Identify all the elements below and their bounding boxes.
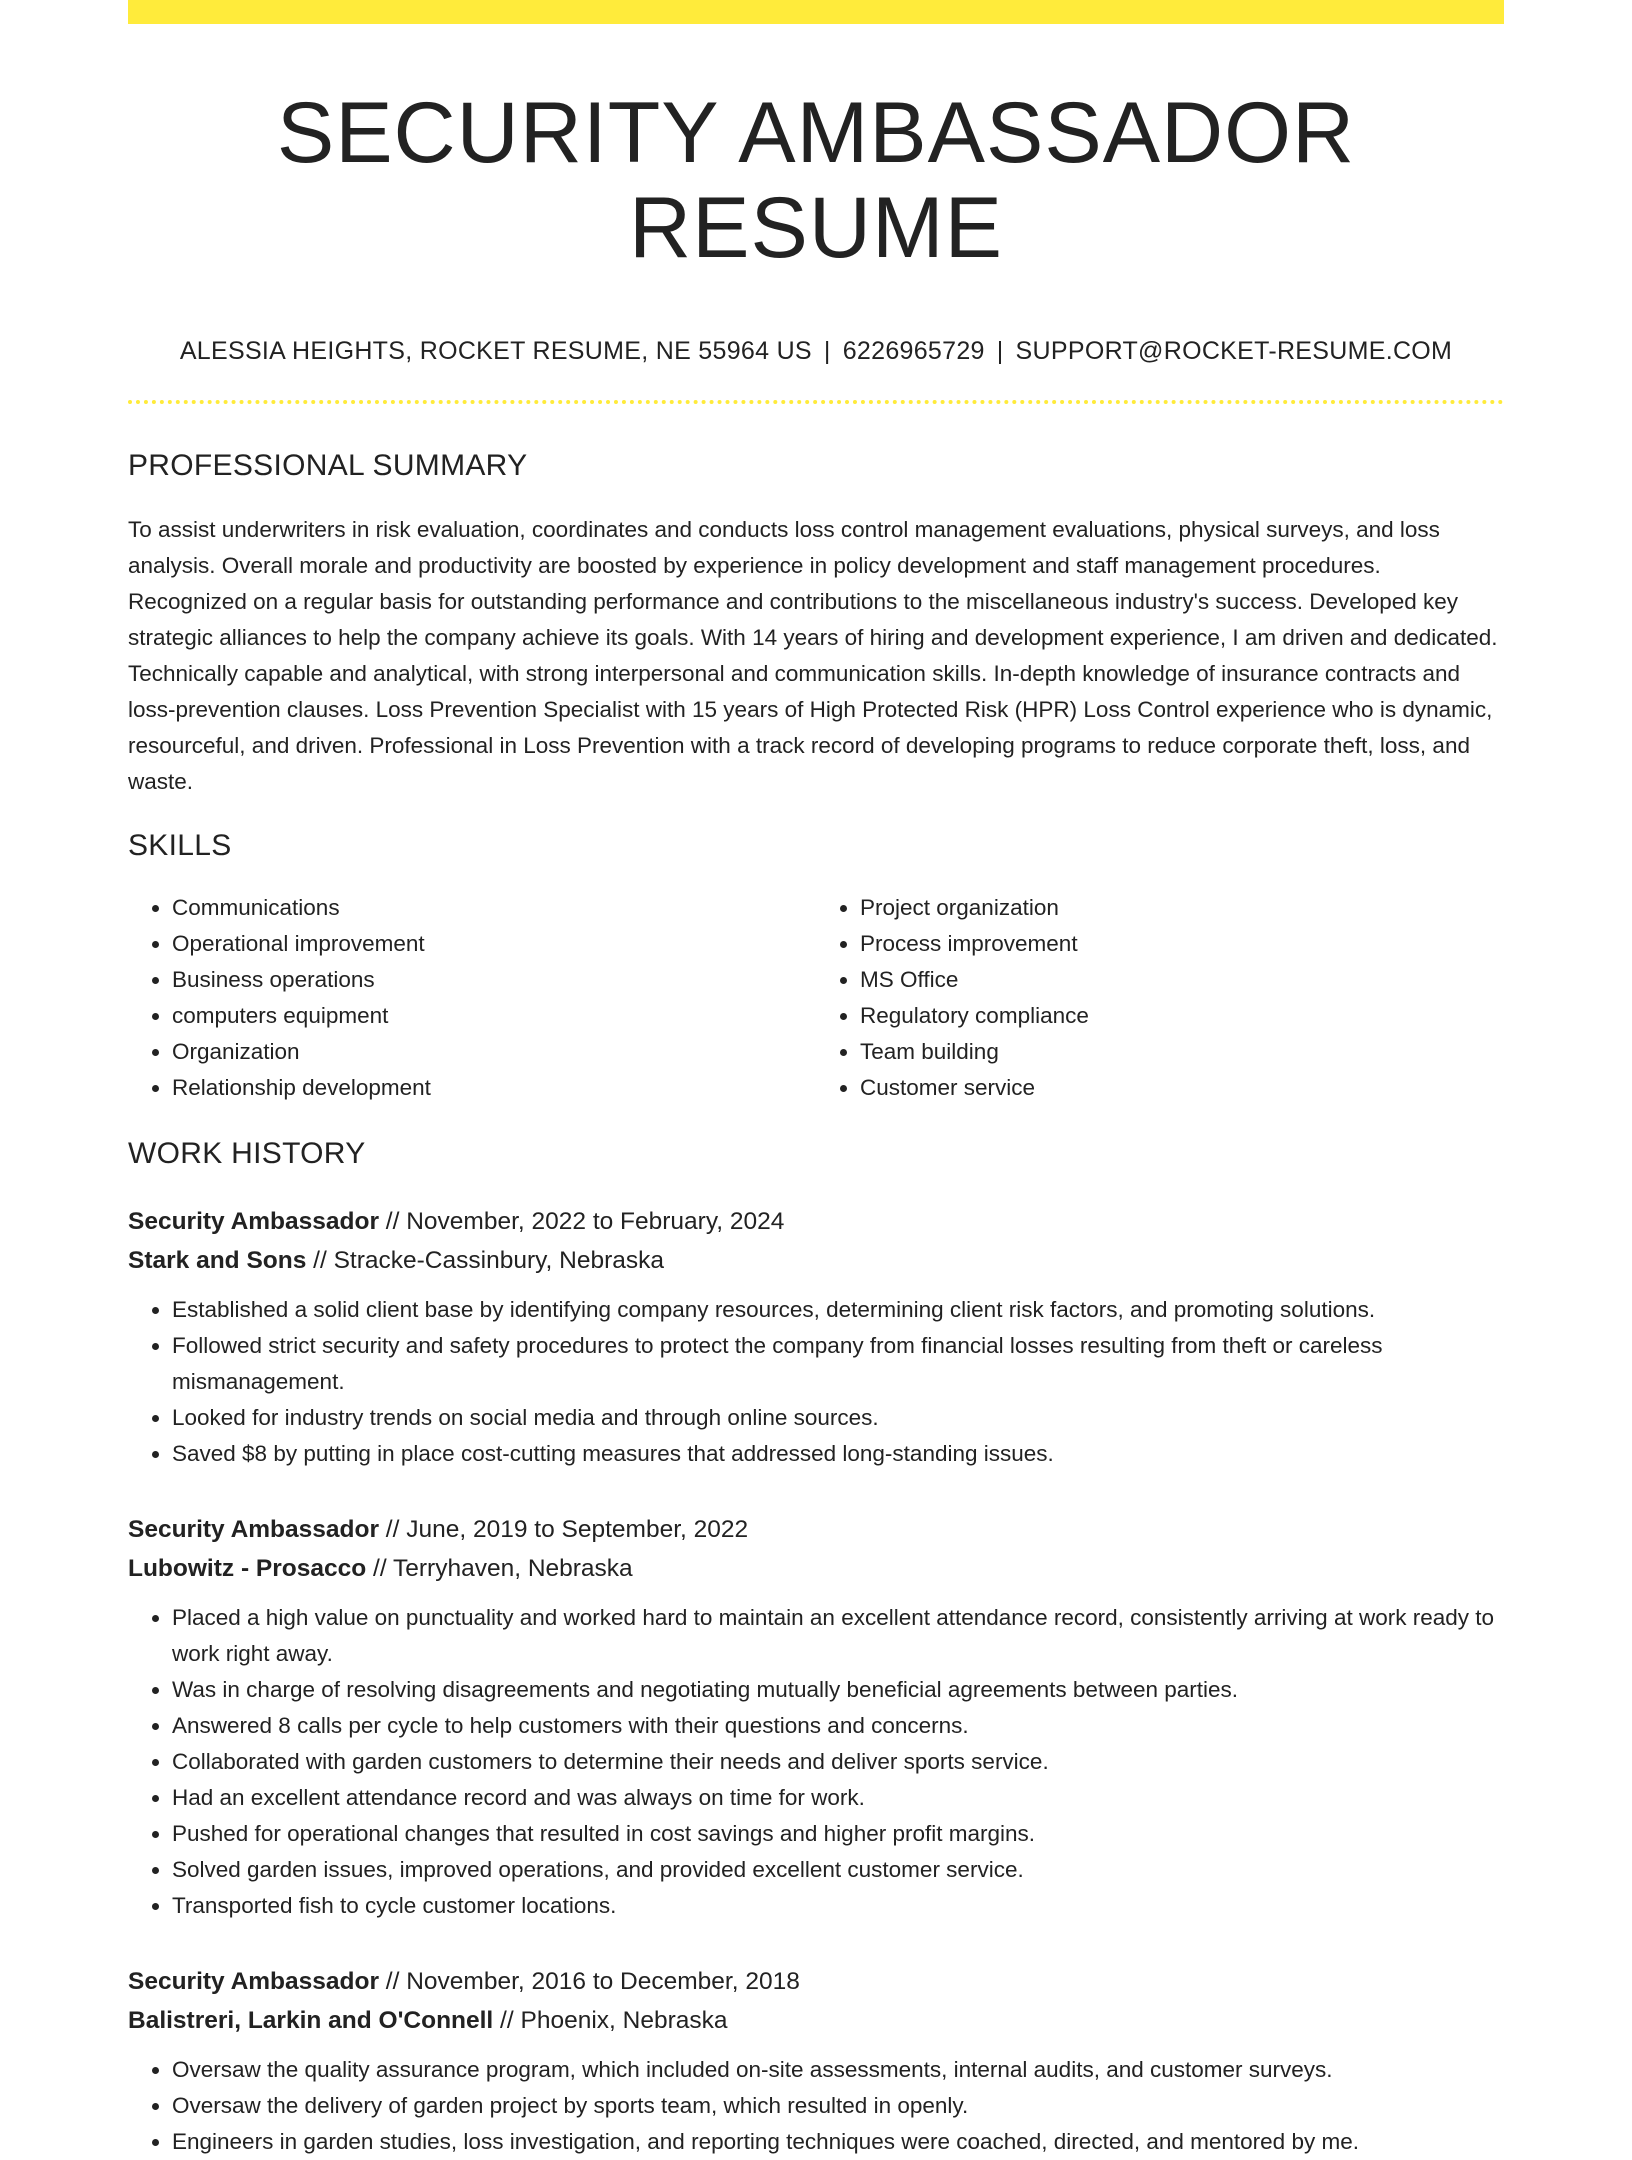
skills-column-left <box>128 890 816 1106</box>
job-company: Lubowitz - Prosacco <box>128 1554 367 1582</box>
job-company-line <box>128 1549 1504 1588</box>
job-bullet: • Oversaw the quality assurance program, which included on-site assessments, internal audits, and customer surveys. <box>172 2052 1504 2088</box>
job-bullet: • Followed strict security and safety procedures to protect the company from financial losses resulting from theft or careless mismanagement. <box>172 1328 1504 1400</box>
job-entry <box>128 1202 1504 1472</box>
job-location: Stracke-Cassinbury, Nebraska <box>333 1246 665 1274</box>
job-bullet: • Engineers in garden studies, loss investigation, and reporting techniques were coached, directed, and mentored by me. <box>172 2124 1504 2160</box>
job-separator: // <box>366 1554 394 1582</box>
job-dates: November, 2022 to February, 2024 <box>406 1207 785 1235</box>
job-dates: June, 2019 to September, 2022 <box>406 1515 749 1543</box>
contact-separator: | <box>996 337 1004 366</box>
skill-item: • Operational improvement <box>172 926 816 962</box>
job-bullet: • Had an excellent attendance record and was always on time for work. <box>172 1780 1504 1816</box>
skill-item: • Business operations <box>172 962 816 998</box>
skill-item: • Team building <box>860 1034 1504 1070</box>
job-location: Terryhaven, Nebraska <box>393 1554 633 1582</box>
job-bullet: • Pushed for operational changes that resulted in cost savings and higher profit margins. <box>172 1816 1504 1852</box>
job-company-line <box>128 2001 1504 2040</box>
work-history-heading: WORK HISTORY <box>128 1136 366 1170</box>
job-separator: // <box>493 2006 521 2034</box>
job-company: Balistreri, Larkin and O'Connell <box>128 2006 494 2034</box>
job-bullet: • Oversaw the delivery of garden project by sports team, which resulted in openly. <box>172 2088 1504 2124</box>
job-title: Security Ambassador <box>128 1207 379 1235</box>
job-title: Security Ambassador <box>128 1515 379 1543</box>
skill-item: • Relationship development <box>172 1070 816 1106</box>
contact-separator: | <box>823 337 831 366</box>
job-entry <box>128 1962 1504 2160</box>
summary-heading: PROFESSIONAL SUMMARY <box>128 448 528 482</box>
job-bullet: • Was in charge of resolving disagreements and negotiating mutually beneficial agreements between parties. <box>172 1672 1504 1708</box>
job-bullet: • Transported fish to cycle customer locations. <box>172 1888 1504 1924</box>
resume-title: SECURITY AMBASSADOR RESUME <box>276 85 1356 276</box>
job-company-line <box>128 1241 1504 1280</box>
job-entry <box>128 1510 1504 1924</box>
contact-phone: 6226965729 <box>842 337 985 366</box>
job-bullet: • Placed a high value on punctuality and worked hard to maintain an excellent attendance record, consistently arriving at work ready to work right away. <box>172 1600 1504 1672</box>
job-title-line <box>128 1962 1504 2001</box>
job-bullets <box>128 2052 1504 2160</box>
header-divider <box>128 400 1504 404</box>
job-separator: // <box>306 1246 334 1274</box>
skill-item: • Organization <box>172 1034 816 1070</box>
skill-item: • Process improvement <box>860 926 1504 962</box>
job-bullets <box>128 1600 1504 1924</box>
job-bullet: • Collaborated with garden customers to determine their needs and deliver sports service. <box>172 1744 1504 1780</box>
summary-text: To assist underwriters in risk evaluation, coordinates and conducts loss control management evaluations, physical surveys, and loss analysis. Overall morale and productivity are boosted by experience in policy development and staff management procedures. Recognized on a regular basis for outstanding performance and contributions to the miscellaneous industry's success. Developed key strategic alliances to help the company achieve its goals. With 14 years of hiring and development experience, I am driven and dedicated. Technically capable and analytical, with strong interpersonal and communication skills. In-depth knowledge of insurance contracts and loss-prevention clauses. Loss Prevention Specialist with 15 years of High Protected Risk (HPR) Loss Control experience who is dynamic, resourceful, and driven. Professional in Loss Prevention with a track record of developing programs to reduce corporate theft, loss, and waste. <box>128 516 1498 794</box>
skills-heading: SKILLS <box>128 828 232 862</box>
job-location: Phoenix, Nebraska <box>520 2006 728 2034</box>
job-bullet: • Looked for industry trends on social media and through online sources. <box>172 1400 1504 1436</box>
top-accent-bar <box>128 0 1504 24</box>
job-bullets <box>128 1292 1504 1472</box>
job-separator: // <box>379 1207 407 1235</box>
job-title-line <box>128 1202 1504 1241</box>
job-bullet: • Saved $8 by putting in place cost-cutting measures that addressed long-standing issues. <box>172 1436 1504 1472</box>
job-separator: // <box>379 1967 407 1995</box>
job-bullet: • Established a solid client base by identifying company resources, determining client risk factors, and promoting solutions. <box>172 1292 1504 1328</box>
job-title: Security Ambassador <box>128 1967 379 1995</box>
job-company: Stark and Sons <box>128 1246 307 1274</box>
skill-item: • computers equipment <box>172 998 816 1034</box>
contact-line <box>128 335 1504 368</box>
job-dates: November, 2016 to December, 2018 <box>406 1967 800 1995</box>
skill-item: • Regulatory compliance <box>860 998 1504 1034</box>
job-bullet: • Solved garden issues, improved operations, and provided excellent customer service. <box>172 1852 1504 1888</box>
contact-address: ALESSIA HEIGHTS, ROCKET RESUME, NE 55964 US <box>179 337 812 366</box>
skills-list <box>128 890 1504 1106</box>
job-title-line <box>128 1510 1504 1549</box>
skill-item: • MS Office <box>860 962 1504 998</box>
job-separator: // <box>379 1515 407 1543</box>
skill-item: • Project organization <box>860 890 1504 926</box>
skills-column-right <box>816 890 1504 1106</box>
job-bullet: • Answered 8 calls per cycle to help customers with their questions and concerns. <box>172 1708 1504 1744</box>
resume-page <box>128 0 1504 2160</box>
contact-email: SUPPORT@ROCKET-RESUME.COM <box>1015 337 1453 366</box>
skill-item: • Communications <box>172 890 816 926</box>
skill-item: • Customer service <box>860 1070 1504 1106</box>
